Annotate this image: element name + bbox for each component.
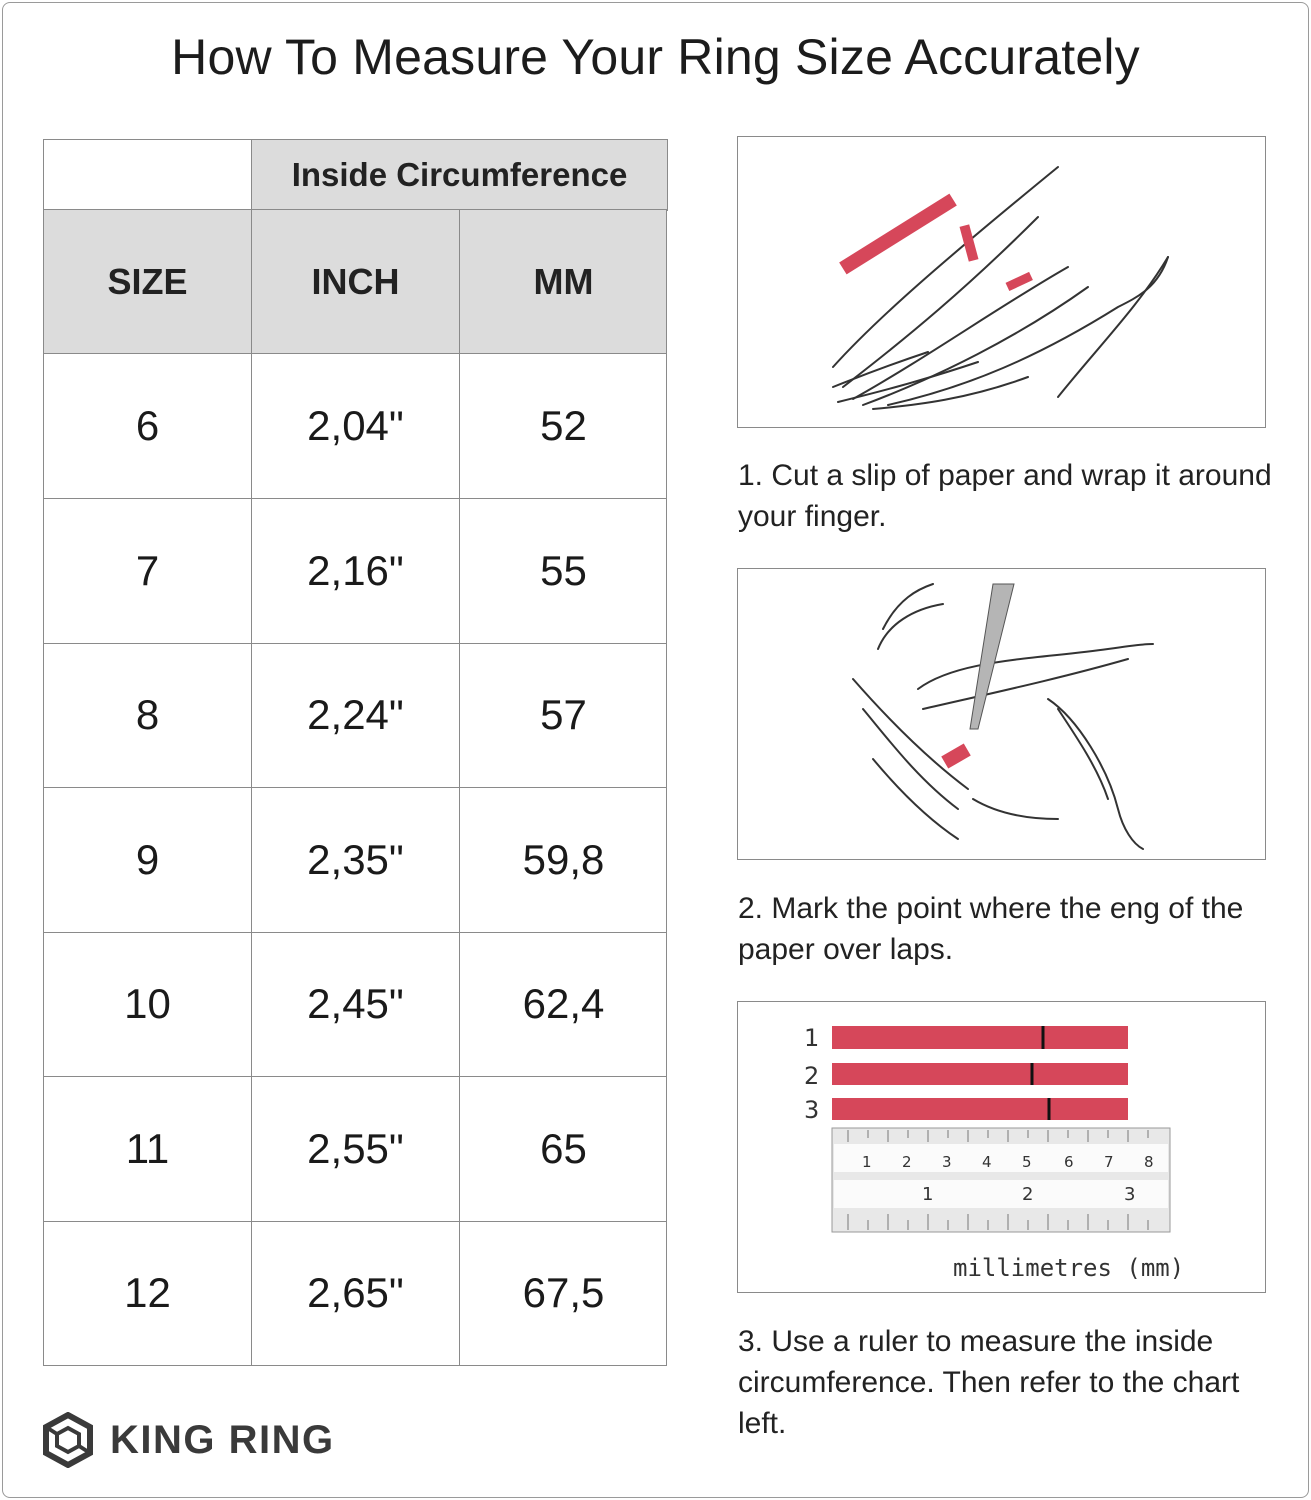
- size-cell: 10: [124, 980, 171, 1027]
- ruler-top-tick-label: 1: [862, 1153, 872, 1171]
- ruler-measure-icon: [738, 1002, 1266, 1293]
- size-cell: 7: [135, 547, 160, 594]
- mm-cell: 52: [540, 402, 587, 449]
- table-row: [43, 354, 667, 499]
- mm-column-header: MM: [533, 260, 594, 302]
- step-2-illustration: [737, 568, 1266, 860]
- step-2-text: 2. Mark the point where the eng of the paper over laps.: [738, 892, 1244, 966]
- ruler-top-tick-label: 7: [1104, 1153, 1114, 1171]
- hand-wrap-paper-icon: [738, 137, 1266, 428]
- inside-circumference-header: Inside Circumference: [251, 139, 668, 211]
- mm-cell: 65: [540, 1125, 587, 1172]
- inch-column-header: INCH: [311, 260, 400, 302]
- mm-cell: 67,5: [522, 1269, 605, 1316]
- ruler-bottom-tick-label: 2: [1022, 1184, 1034, 1205]
- strip-label: 3: [804, 1096, 820, 1124]
- mm-cell: 59,8: [522, 836, 605, 883]
- ruler-top-tick-label: 5: [1022, 1153, 1032, 1171]
- size-cell: 8: [135, 691, 160, 738]
- mm-cell: 57: [540, 691, 587, 738]
- step-1-text: 1. Cut a slip of paper and wrap it around your finger.: [738, 459, 1272, 533]
- paper-strip-3: [832, 1098, 1128, 1120]
- brand-logo: [40, 1412, 335, 1468]
- paper-strip-2: [832, 1063, 1128, 1085]
- ruler-unit-label: millimetres (mm): [953, 1254, 1185, 1282]
- hand-mark-pen-icon: [738, 569, 1266, 860]
- mm-cell: 62,4: [522, 980, 605, 1027]
- strip-label: 1: [804, 1024, 820, 1052]
- ruler-top-tick-label: 8: [1144, 1153, 1154, 1171]
- size-cell: 6: [135, 402, 160, 449]
- inch-cell: 2,45": [307, 980, 404, 1027]
- paper-strip-1: [832, 1026, 1128, 1049]
- strip-label: 2: [804, 1062, 820, 1090]
- hexagon-logo-icon: [40, 1412, 96, 1468]
- table-row: [43, 1077, 667, 1222]
- table-row: [43, 1221, 667, 1366]
- size-cell: 11: [125, 1125, 170, 1172]
- ruler-bottom-tick-label: 3: [1124, 1184, 1136, 1205]
- table-row: [43, 499, 667, 644]
- ruler-top-tick-label: 6: [1064, 1153, 1074, 1171]
- table-column-header-row: [43, 209, 667, 354]
- step-3-illustration: [737, 1001, 1266, 1293]
- size-cell: 9: [135, 836, 160, 883]
- inch-cell: 2,65": [307, 1269, 404, 1316]
- table-row: [43, 643, 667, 788]
- table-group-header-row: [43, 139, 667, 210]
- inch-cell: 2,04": [307, 402, 404, 449]
- mm-cell: 55: [540, 547, 587, 594]
- step-1-illustration: [737, 136, 1266, 428]
- table-row: [43, 932, 667, 1077]
- ruler-top-tick-label: 4: [982, 1153, 992, 1171]
- step-3-text: 3. Use a ruler to measure the inside circumference. Then refer to the chart left.: [738, 1325, 1240, 1440]
- size-cell: 12: [124, 1269, 171, 1316]
- inch-cell: 2,24": [307, 691, 404, 738]
- brand-name: KING RING: [110, 1417, 335, 1462]
- ruler-top-tick-label: 2: [902, 1153, 912, 1171]
- table-corner-cell: [43, 139, 252, 211]
- table-row: [43, 788, 667, 933]
- inch-cell: 2,35": [307, 836, 404, 883]
- page-title: How To Measure Your Ring Size Accurately: [171, 29, 1140, 85]
- size-column-header: SIZE: [107, 260, 188, 302]
- ruler-bottom-tick-label: 1: [922, 1184, 934, 1205]
- inch-cell: 2,55": [307, 1125, 404, 1172]
- inch-cell: 2,16": [307, 547, 404, 594]
- ruler-top-tick-label: 3: [942, 1153, 952, 1171]
